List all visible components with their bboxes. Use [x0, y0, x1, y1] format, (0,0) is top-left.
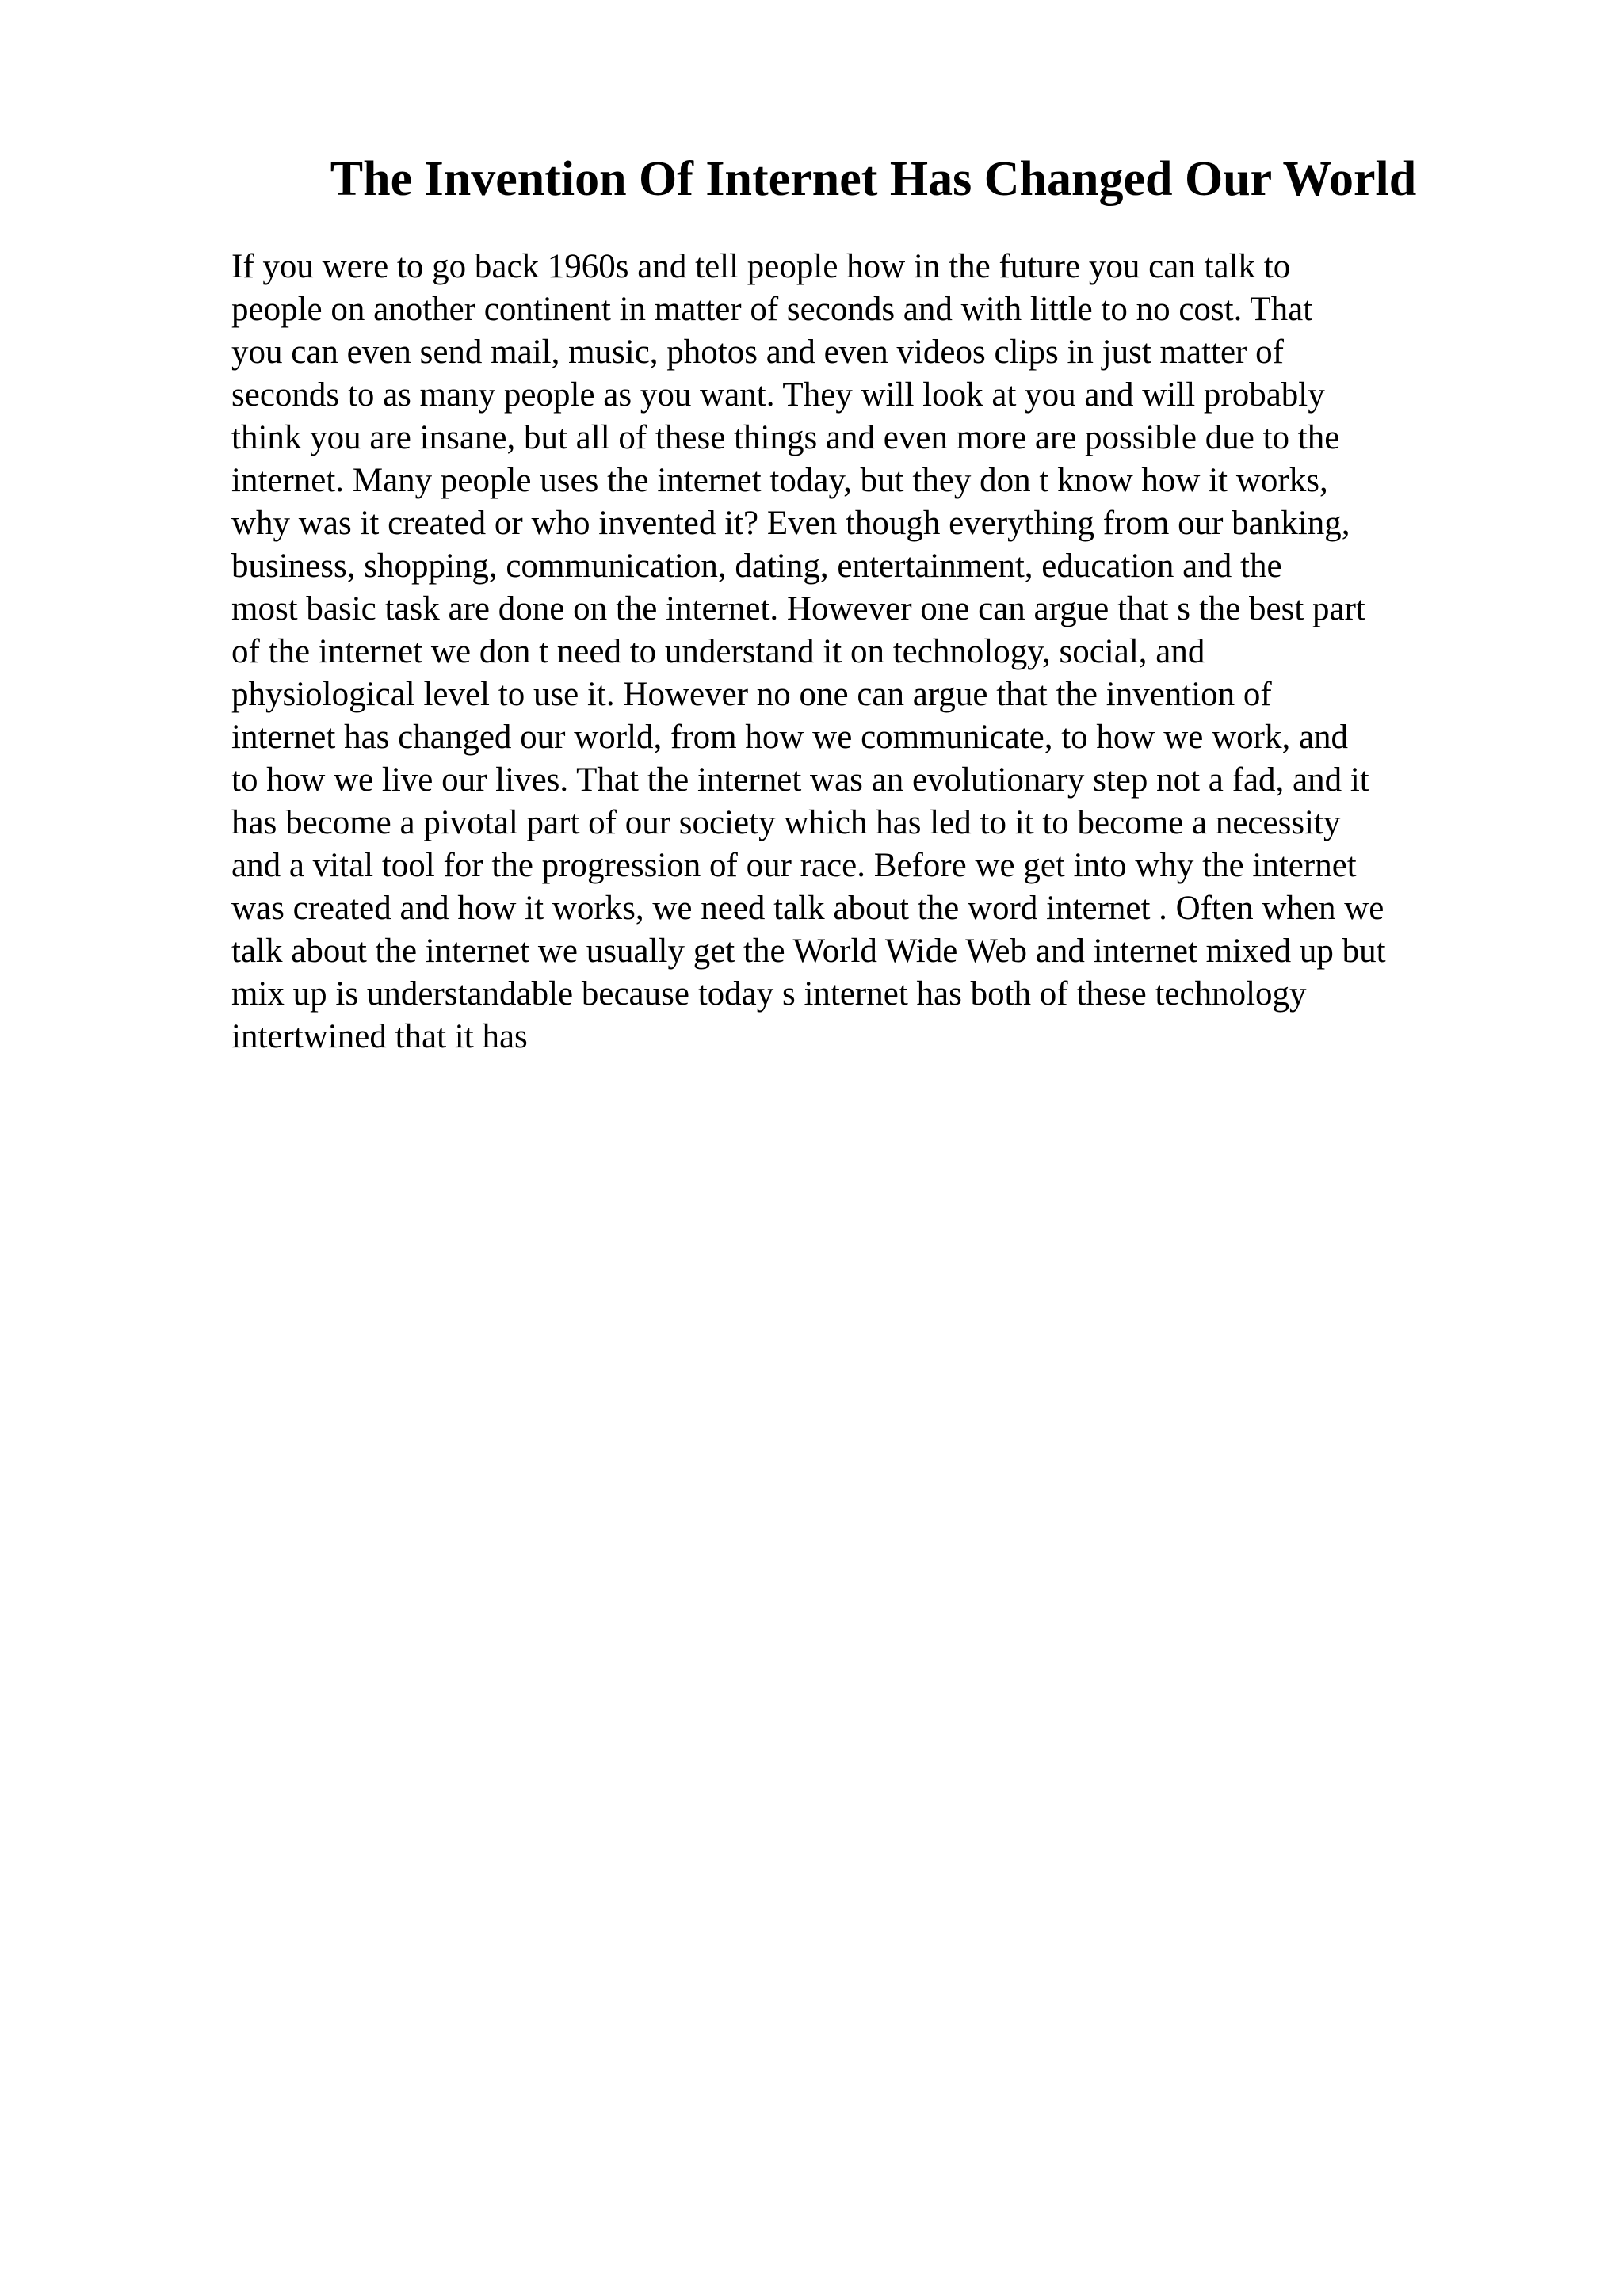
body-line: intertwined that it has	[231, 1018, 528, 1055]
body-line: most basic task are done on the internet. However one can argue that s the best part	[231, 590, 1365, 627]
body-line: of the internet we don t need to understand it on technology, social, and	[231, 633, 1205, 670]
body-line: was created and how it works, we need talk about the word internet . Often when we	[231, 890, 1384, 927]
body-line: to how we live our lives. That the internet was an evolutionary step not a fad, and it	[231, 761, 1369, 799]
body-line: internet has changed our world, from how we communicate, to how we work, and	[231, 719, 1349, 756]
body-line: and a vital tool for the progression of our race. Before we get into why the internet	[231, 847, 1357, 884]
body-line: you can even send mail, music, photos and even videos clips in just matter of	[231, 334, 1284, 371]
body-line: mix up is understandable because today s internet has both of these technology	[231, 975, 1307, 1013]
body-line: think you are insane, but all of these things and even more are possible due to the	[231, 419, 1340, 456]
body-line: has become a pivotal part of our society which has led to it to become a necessity	[231, 804, 1341, 841]
body-line: why was it created or who invented it? Even though everything from our banking,	[231, 505, 1350, 542]
body-line: business, shopping, communication, dating, entertainment, education and the	[231, 547, 1282, 585]
body-line: physiological level to use it. However no one can argue that the invention of	[231, 676, 1272, 713]
document-body	[231, 246, 1499, 1058]
body-line: If you were to go back 1960s and tell people how in the future you can talk to	[231, 248, 1291, 285]
body-line: internet. Many people uses the internet today, but they don t know how it works,	[231, 462, 1328, 499]
body-line: people on another continent in matter of seconds and with little to no cost. That	[231, 291, 1313, 328]
body-line: talk about the internet we usually get the World Wide Web and internet mixed up but	[231, 933, 1386, 970]
body-line: seconds to as many people as you want. They will look at you and will probably	[231, 376, 1325, 414]
document-title: The Invention Of Internet Has Changed Our World	[330, 152, 1417, 206]
